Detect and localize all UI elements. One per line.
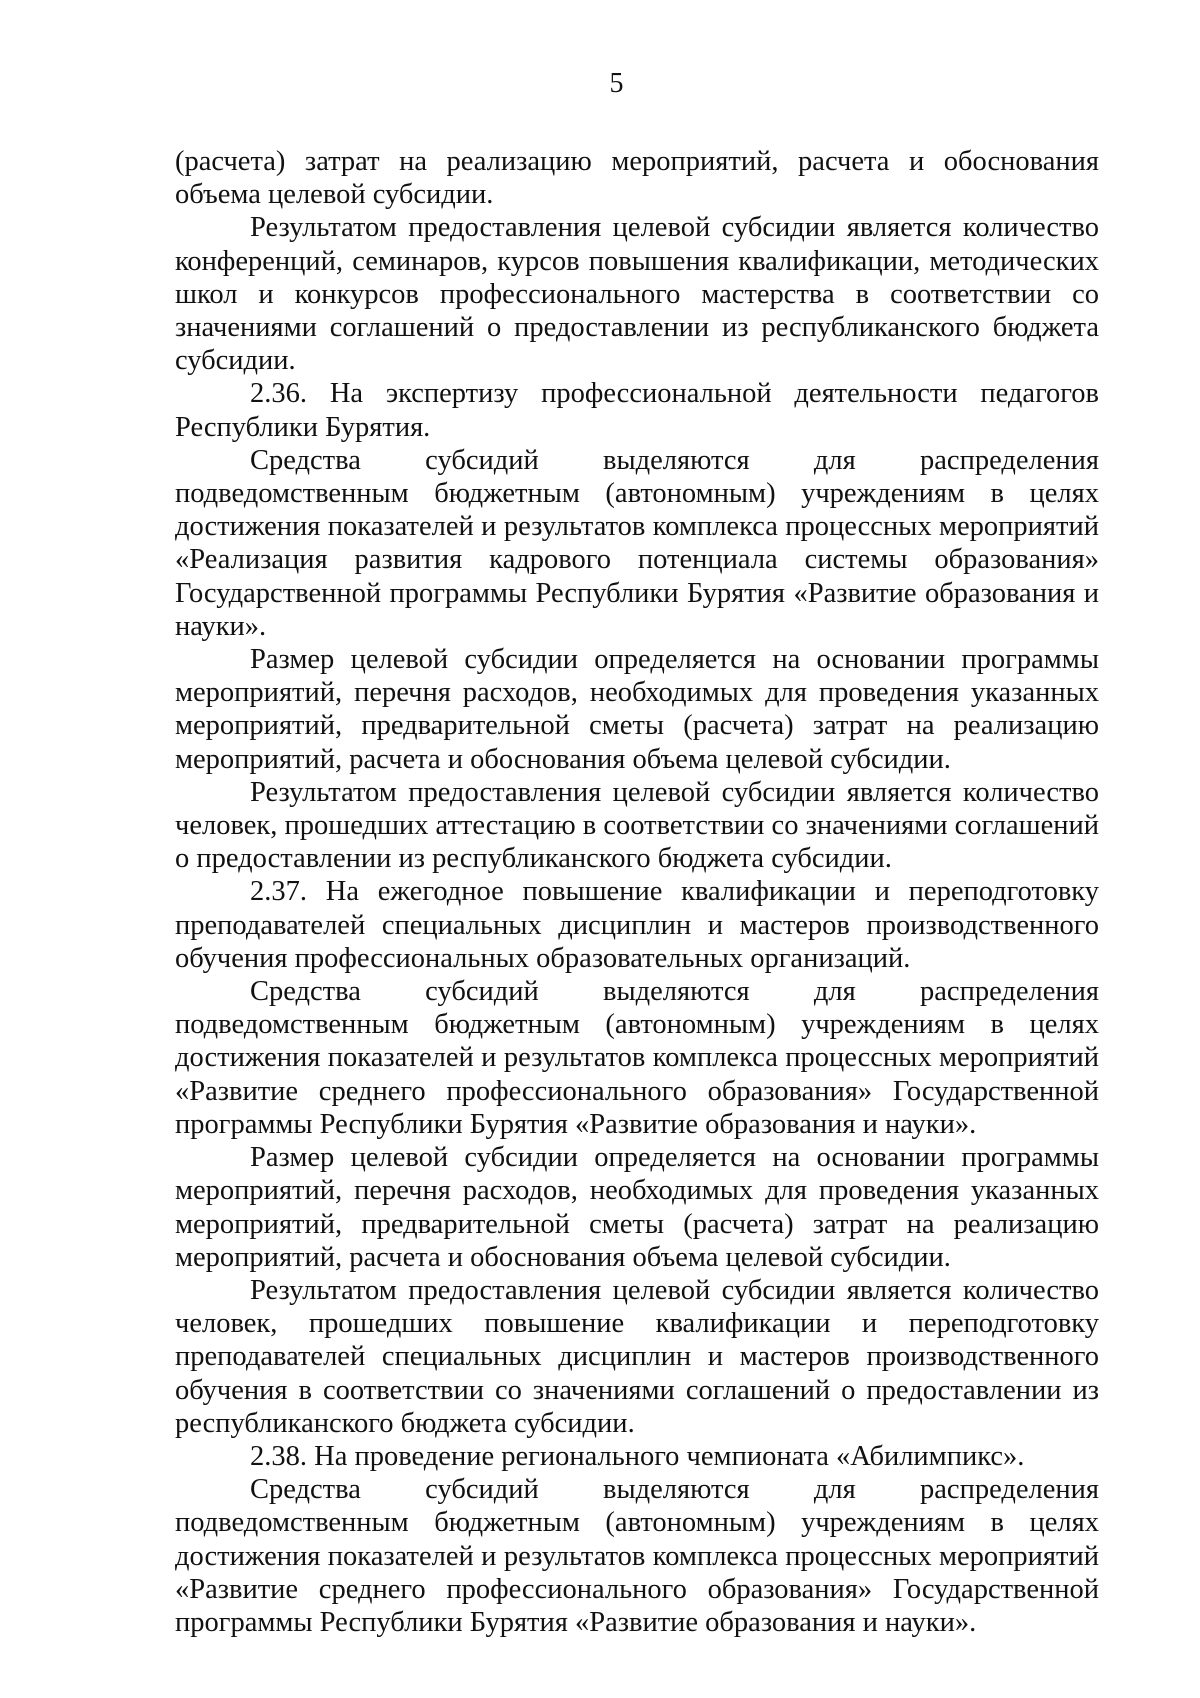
paragraph-amount-2-36: Размер целевой субсидии определяется на основании программы мероприятий, перечня расходов, необходимых для проведения указанных мероприятий, предварительной сметы (расчета) затрат на реализацию мероприятий, расчета и обоснования объема целевой субсидии. (175, 644, 1099, 775)
page-number: 5 (609, 68, 624, 99)
document-body (175, 145, 1099, 1639)
paragraph-result-conferences: Результатом предоставления целевой субсидии является количество конференций, семинаров, курсов повышения квалификации, методических школ и конкурсов профессионального мастерства в соответствии со значениями соглашений о предоставлении из республиканского бюджета субсидии. (175, 212, 1099, 377)
paragraph-result-2-37: Результатом предоставления целевой субсидии является количество человек, прошедших повышение квалификации и переподготовку преподавателей специальных дисциплин и мастеров производственного обучения в соответствии со значениями соглашений о предоставлении из республиканского бюджета субсидии. (175, 1274, 1099, 1439)
paragraph-funds-2-36: Средства субсидий выделяются для распределения подведомственным бюджетным (автономным) учреждениям в целях достижения показателей и результатов комплекса процессных мероприятий «Реализация развития кадрового потенциала системы образования» Государственной программы Республики Бурятия «Развитие образования и науки». (175, 444, 1099, 642)
paragraph-section-2-38: 2.38. На проведение регионального чемпионата «Абилимпикс». (250, 1440, 1025, 1472)
paragraph-funds-2-38: Средства субсидий выделяются для распределения подведомственным бюджетным (автономным) учреждениям в целях достижения показателей и результатов комплекса процессных мероприятий «Развитие среднего профессионального образования» Государственной программы Республики Бурятия «Развитие образования и науки». (175, 1474, 1099, 1638)
paragraph-section-2-36: 2.36. На экспертизу профессиональной деятельности педагогов Республики Бурятия. (175, 378, 1099, 443)
paragraph-continuation: (расчета) затрат на реализацию мероприятий, расчета и обоснования объема целевой субсидии. (175, 146, 1099, 211)
paragraph-funds-2-37: Средства субсидий выделяются для распределения подведомственным бюджетным (автономным) учреждениям в целях достижения показателей и результатов комплекса процессных мероприятий «Развитие среднего профессионального образования» Государственной программы Республики Бурятия «Развитие образования и науки». (175, 976, 1099, 1140)
paragraph-result-2-36: Результатом предоставления целевой субсидии является количество человек, прошедших аттестацию в соответствии со значениями соглашений о предоставлении из республиканского бюджета субсидии. (175, 776, 1099, 875)
paragraph-section-2-37: 2.37. На ежегодное повышение квалификации и переподготовку преподавателей специальных дисциплин и мастеров производственного обучения профессиональных образовательных организаций. (175, 876, 1099, 974)
paragraph-amount-2-37: Размер целевой субсидии определяется на основании программы мероприятий, перечня расходов, необходимых для проведения указанных мероприятий, предварительной сметы (расчета) затрат на реализацию мероприятий, расчета и обоснования объема целевой субсидии. (175, 1142, 1099, 1273)
